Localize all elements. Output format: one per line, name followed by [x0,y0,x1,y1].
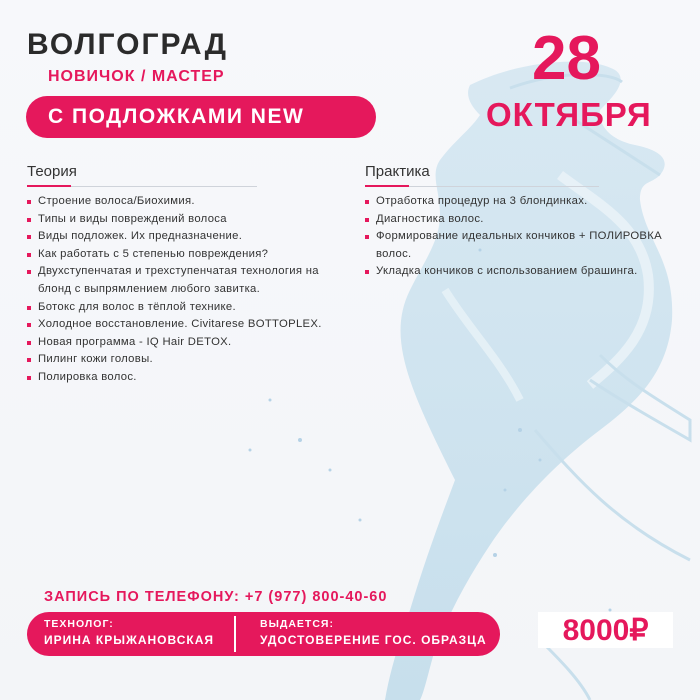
list-item-continuation: блонд с выпрямлением любого завитка. [38,282,261,295]
practice-underline-accent [365,185,409,187]
theory-underline-accent [27,185,71,187]
price-tag: 8000₽ [538,612,673,648]
course-badge [26,96,376,138]
footer-divider [234,616,236,652]
footer-info-bar [27,612,500,656]
list-item: Типы и виды повреждений волоса [27,211,347,229]
list-item: Виды подложек. Их предназначение. [27,228,347,246]
phone-line[interactable]: ЗАПИСЬ ПО ТЕЛЕФОНУ: +7 (977) 800-40-60 [44,589,388,605]
issued-block [260,617,487,649]
list-item: Отработка процедур на 3 блондинках. [365,193,680,211]
issued-value: УДОСТОВЕРЕНИЕ ГОС. ОБРАЗЦА [260,633,487,647]
theory-title: Теория [27,163,77,180]
practice-title: Практика [365,163,430,180]
list-item: Холодное восстановление. Civitarese BOTTOPLEX. [27,316,347,334]
list-item: Ботокс для волос в тёплой технике. [27,299,347,317]
technologist-label: ТЕХНОЛОГ: [44,618,114,630]
practice-list [365,193,680,281]
technologist-block [44,617,214,649]
issued-label: ВЫДАЕТСЯ: [260,618,334,630]
technologist-name: ИРИНА КРЫЖАНОВСКАЯ [44,633,214,647]
date-month: ОКТЯБРЯ [486,96,652,133]
practice-section [365,163,675,180]
list-item: Строение волоса/Биохимия. [27,193,347,211]
list-item: Полировка волос. [27,369,347,387]
list-item: Пилинг кожи головы. [27,351,347,369]
theory-underline [71,186,257,187]
practice-underline [409,186,599,187]
list-item: Двухступенчатая и трехступенчатая технология на [27,263,347,281]
city-title: ВОЛГОГРАД [27,28,229,61]
list-item: Как работать с 5 степенью повреждения? [27,246,347,264]
theory-section [27,163,347,180]
list-item: Укладка кончиков с использованием брашинга. [365,263,680,281]
course-label: С ПОДЛОЖКАМИ NEW [48,105,305,128]
level-subtitle: НОВИЧОК / МАСТЕР [48,68,225,85]
list-item-continuation: волос. [376,247,412,260]
list-item: Диагностика волос. [365,211,680,229]
list-item: Формирование идеальных кончиков + ПОЛИРОВКА [365,228,680,246]
date-day: 28 [532,24,601,93]
list-item: Новая программа - IQ Hair DETOX. [27,334,347,352]
theory-list [27,193,347,387]
